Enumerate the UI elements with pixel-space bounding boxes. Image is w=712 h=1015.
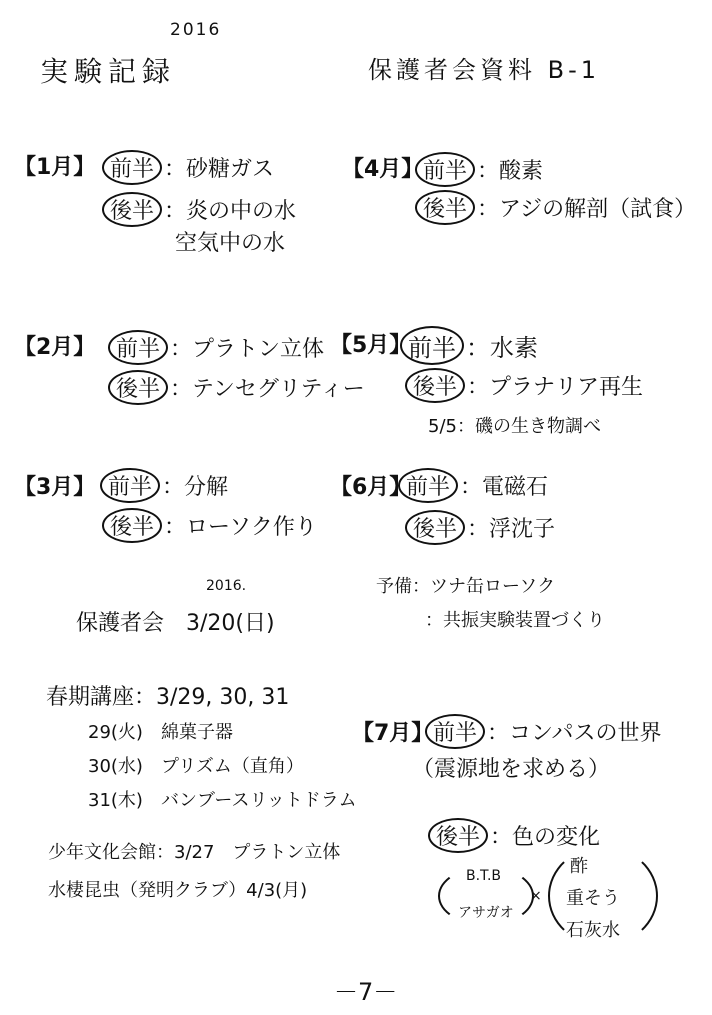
month-label: 【6月】 [330,475,412,500]
topic: ：ローソク作り [164,515,317,540]
topic: ：プラトン立体 [170,337,325,362]
topic: ：砂糖ガス [164,157,275,182]
topic: ：テンセグリティー [170,377,365,402]
reagent-limewater: 石灰水 [566,920,620,941]
first-half-tag: 前半 [415,152,475,187]
jun-second [405,510,555,545]
second-half-tag: 後半 [102,192,162,227]
second-half-tag: 後半 [108,370,168,405]
insect-club-line: 水棲昆虫（発明クラブ）4/3(月) [48,880,308,901]
jan-first [102,150,274,185]
btb-label: B.T.B [466,868,501,884]
second-half-tag: 後半 [405,368,465,403]
jul-first [425,714,661,749]
month-block-jul [352,716,433,747]
topic: ：コンパスの世界 [487,721,662,746]
spring-day-31: 31(木) バンブースリットドラム [88,790,357,811]
page-number: －7－ [334,978,398,1006]
first-half-tag: 前半 [108,330,168,365]
topic: ：プラナリア再生 [467,375,644,400]
month-block-apr [342,152,423,183]
month-label: 【3月】 [14,475,96,500]
topic: ：浮沈子 [467,517,556,542]
month-label: 【5月】 [330,333,412,358]
may-first [400,326,538,365]
month-block-feb [14,330,95,361]
second-half-tag: 後半 [405,510,465,545]
reserve-line-2: ：共振実験装置づくり [425,610,605,631]
topic: ：色の変化 [490,825,601,850]
first-half-tag: 前半 [425,714,485,749]
month-label: 【7月】 [352,721,434,746]
topic: ：電磁石 [460,475,549,500]
first-half-tag: 前半 [400,326,464,365]
year-label: 2016 [170,20,222,40]
meeting-date: 保護者会 3/20(日) [76,611,275,636]
jan-second-extra: 空気中の水 [175,231,286,256]
spring-day-30: 30(水) プリズム（直角） [88,756,304,777]
topic: ：水素 [466,334,538,362]
topic: ：酸素 [477,159,544,184]
apr-first [415,152,543,187]
feb-first [108,330,324,365]
topic: ：炎の中の水 [164,199,297,224]
jun-first [398,468,548,503]
jul-first-extra: （震源地を求める） [412,757,611,782]
second-half-tag: 後半 [428,818,488,853]
first-half-tag: 前半 [100,468,160,503]
second-half-tag: 後半 [415,190,475,225]
month-label: 【2月】 [14,335,96,360]
month-block-mar [14,470,95,501]
may-extra: 5/5：磯の生き物調べ [428,416,601,437]
month-block-jan [14,150,95,181]
reagent-vinegar: 酢 [570,856,588,877]
btb-morning-glory: アサガオ [458,905,514,921]
reagent-baking-soda: 重そう [566,888,620,909]
page-subtitle: 保護者会資料 B-1 [368,56,601,84]
month-label: 【1月】 [14,155,96,180]
mar-second [102,508,317,543]
mar-first [100,468,228,503]
youth-hall-line: 少年文化会館：3/27 プラトン立体 [48,842,341,863]
month-label: 【4月】 [342,157,424,182]
meeting-year: 2016. [206,578,247,594]
page-title: 実験記録 [40,55,177,88]
first-half-tag: 前半 [102,150,162,185]
spring-day-29: 29(火) 綿菓子器 [88,722,233,743]
topic: ：分解 [162,475,229,500]
feb-second [108,370,365,405]
spring-course-title: 春期講座：3/29, 30, 31 [46,685,290,710]
jan-second [102,192,296,227]
second-half-tag: 後半 [102,508,162,543]
topic: ：アジの解剖（試食） [477,197,697,222]
times-symbol: × [530,888,542,904]
jul-second [428,818,600,853]
first-half-tag: 前半 [398,468,458,503]
reserve-line-1: 予備：ツナ缶ローソク [376,576,556,597]
apr-second [415,190,696,225]
may-second [405,368,643,403]
